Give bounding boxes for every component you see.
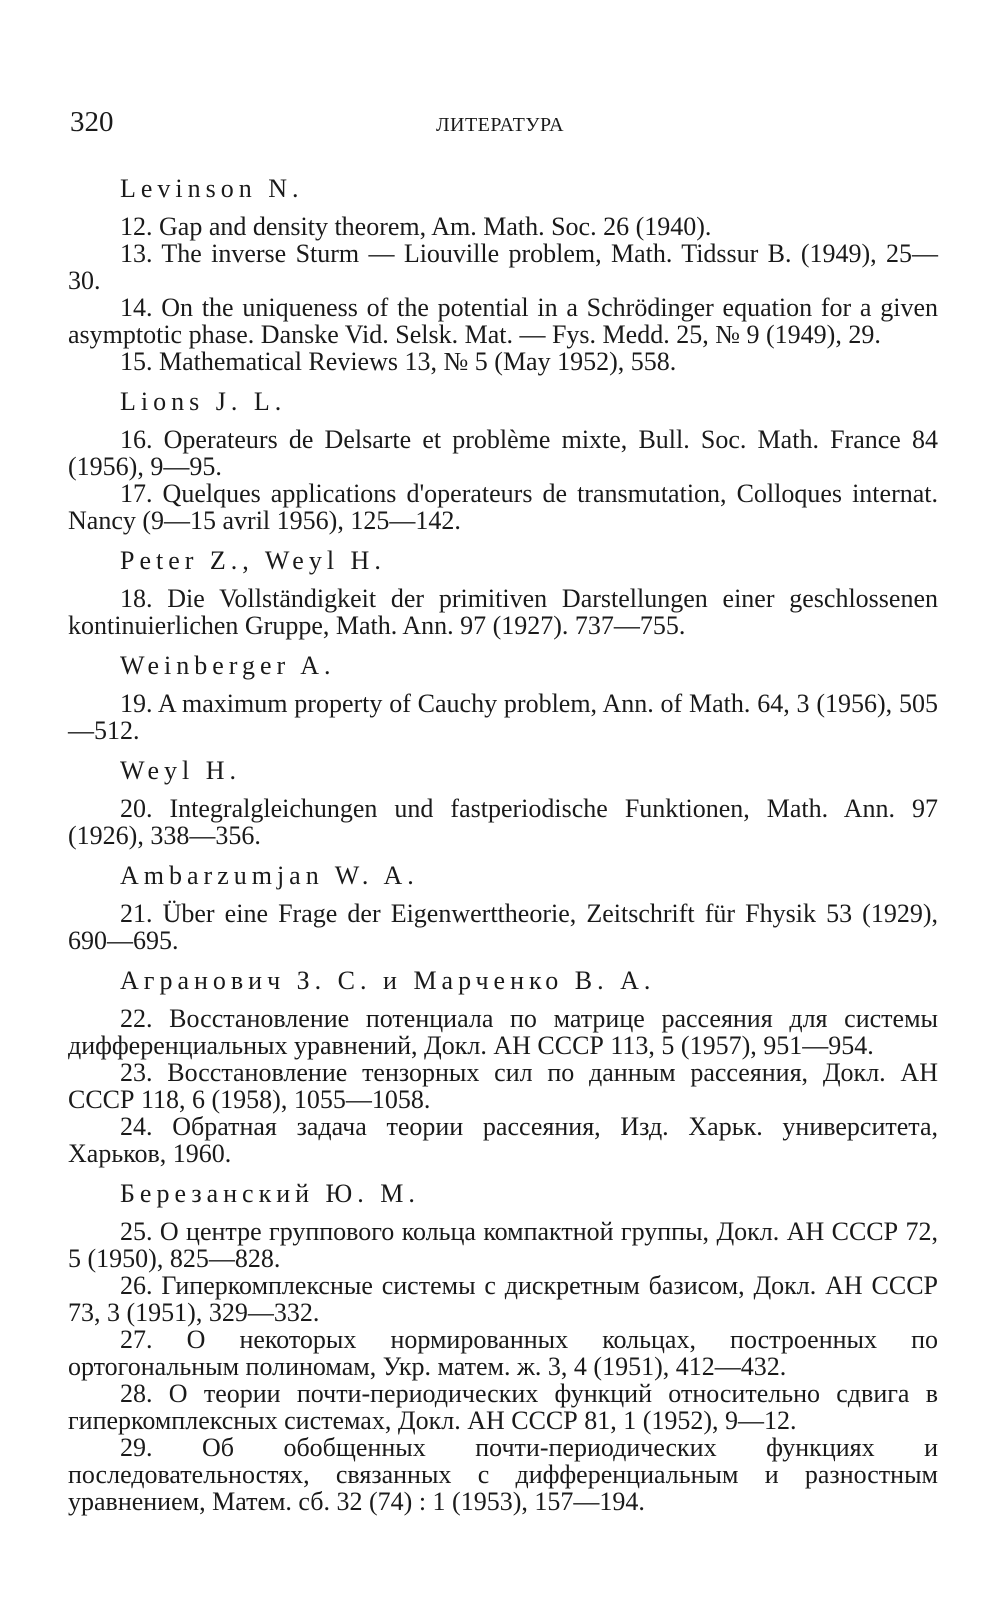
author-heading: Lions J. L. <box>120 387 287 416</box>
reference-entry: 14. On the uniqueness of the potential in a Schrödinger equation for a given asymptotic phase. Danske Vid. Selsk. Mat. — Fys. Medd. 25, № 9 (1949), 29. <box>68 293 938 349</box>
reference-entry: 12. Gap and density theorem, Am. Math. Soc. 26 (1940). <box>120 212 712 241</box>
reference-entry: 26. Гиперкомплексные системы с дискретным базисом, Докл. АН СССР 73, 3 (1951), 329—332. <box>68 1271 938 1327</box>
reference-entry: 21. Über eine Frage der Eigenwerttheorie, Zeitschrift für Fhysik 53 (1929), 690—695. <box>68 899 938 955</box>
author-heading: Weyl H. <box>120 756 241 785</box>
author-heading: Агранович З. С. и Марченко В. А. <box>120 966 656 995</box>
reference-entry: 19. A maximum property of Cauchy problem, Ann. of Math. 64, 3 (1956), 505—512. <box>68 689 938 745</box>
reference-entry: 18. Die Vollständigkeit der primitiven Darstellungen einer geschlossenen kontinuierlichen Gruppe, Math. Ann. 97 (1927). 737—755. <box>68 584 938 640</box>
reference-entry: 20. Integralgleichungen und fastperiodische Funktionen, Math. Ann. 97 (1926), 338—356. <box>68 794 938 850</box>
page-header <box>70 106 930 146</box>
author-heading: Peter Z., Weyl H. <box>120 546 386 575</box>
author-heading: Levinson N. <box>120 174 304 203</box>
running-title: ЛИТЕРАТУРА <box>435 114 565 136</box>
author-heading: Березанский Ю. М. <box>120 1179 420 1208</box>
reference-entry: 25. О центре группового кольца компактной группы, Докл. АН СССР 72, 5 (1950), 825—828. <box>68 1217 938 1273</box>
reference-entry: 29. Об обобщенных почти-периодических функциях и последовательностях, связанных с дифференциальным и разностным уравнением, Матем. сб. 32 (74) : 1 (1953), 157—194. <box>68 1433 938 1516</box>
reference-entry: 16. Operateurs de Delsarte et problème mixte, Bull. Soc. Math. France 84 (1956), 9—95. <box>68 425 938 481</box>
reference-entry: 28. О теории почти-периодических функций относительно сдвига в гиперкомплексных системах, Докл. АН СССР 81, 1 (1952), 9—12. <box>68 1379 938 1435</box>
reference-entry: 22. Восстановление потенциала по матрице рассеяния для системы дифференциальных уравнений, Докл. АН СССР 113, 5 (1957), 951—954. <box>68 1004 938 1060</box>
reference-entry: 27. О некоторых нормированных кольцах, построенных по ортогональным полиномам, Укр. матем. ж. 3, 4 (1951), 412—432. <box>68 1325 938 1381</box>
reference-entry: 24. Обратная задача теории рассеяния, Изд. Харьк. университета, Харьков, 1960. <box>68 1112 938 1168</box>
reference-entry: 15. Mathematical Reviews 13, № 5 (May 1952), 558. <box>120 347 677 376</box>
author-heading: Ambarzumjan W. A. <box>120 861 419 890</box>
bibliography-list <box>68 175 938 1515</box>
author-heading: Weinberger A. <box>120 651 336 680</box>
reference-entry: 17. Quelques applications d'operateurs de transmutation, Colloques internat. Nancy (9—15 avril 1956), 125—142. <box>68 479 938 535</box>
reference-entry: 23. Восстановление тензорных сил по данным рассеяния, Докл. АН СССР 118, 6 (1958), 1055—1058. <box>68 1058 938 1114</box>
page-number: 320 <box>70 106 114 138</box>
reference-entry: 13. The inverse Sturm — Liouville problem, Math. Tidssur B. (1949), 25—30. <box>68 239 938 295</box>
